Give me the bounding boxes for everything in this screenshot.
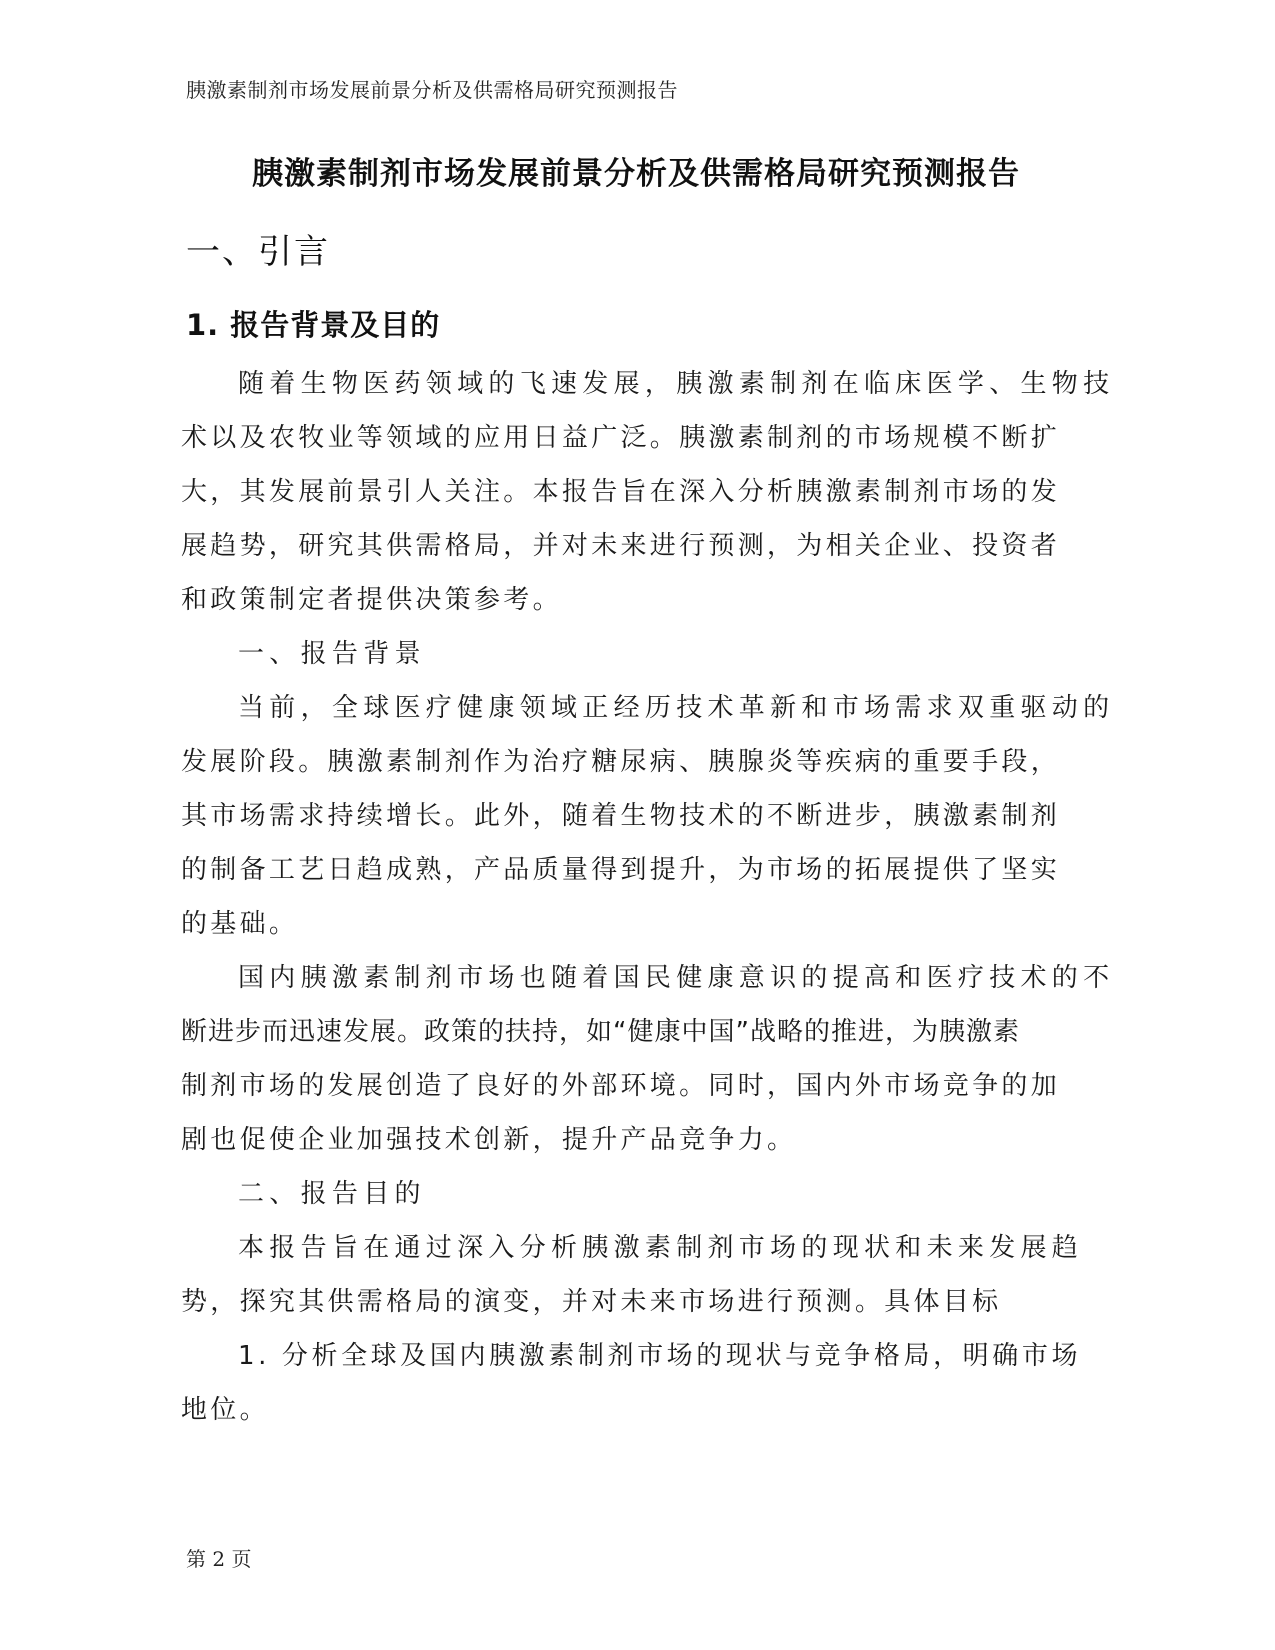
subsection-heading: 1. 报告背景及目的: [186, 308, 441, 342]
paragraph-line: 制剂市场的发展创造了良好的外部环境。同时，国内外市场竞争的加: [181, 1071, 1061, 1101]
paragraph-line: 展趋势，研究其供需格局，并对未来进行预测，为相关企业、投资者: [181, 531, 1061, 561]
paragraph-line: 和政策制定者提供决策参考。: [181, 585, 562, 615]
paragraph-line: 的基础。: [181, 909, 299, 939]
document-title: 胰激素制剂市场发展前景分析及供需格局研究预测报告: [252, 156, 1020, 192]
paragraph-line: 术以及农牧业等领域的应用日益广泛。胰激素制剂的市场规模不断扩: [181, 423, 1061, 453]
paragraph-line: 断进步而迅速发展。政策的扶持，如“健康中国”战略的推进，为胰激素: [181, 1017, 1020, 1047]
section-heading: 一、引言: [186, 232, 330, 272]
paragraph-line: 本报告旨在通过深入分析胰激素制剂市场的现状和未来发展趋: [238, 1233, 1084, 1263]
page-number: 第 2 页: [186, 1547, 252, 1571]
paragraph-line: 随着生物医药领域的飞速发展，胰激素制剂在临床医学、生物技: [238, 369, 1115, 399]
paragraph-subheading: 二、报告目的: [238, 1179, 426, 1209]
paragraph-line: 势，探究其供需格局的演变，并对未来市场进行预测。具体目标: [181, 1287, 1002, 1317]
paragraph-line: 的制备工艺日趋成熟，产品质量得到提升，为市场的拓展提供了坚实: [181, 855, 1061, 885]
list-item: 1. 分析全球及国内胰激素制剂市场的现状与竞争格局，明确市场: [238, 1341, 1082, 1371]
paragraph-line: 大，其发展前景引人关注。本报告旨在深入分析胰激素制剂市场的发: [181, 477, 1061, 507]
paragraph-subheading: 一、报告背景: [238, 639, 426, 669]
paragraph-line: 国内胰激素制剂市场也随着国民健康意识的提高和医疗技术的不: [238, 963, 1115, 993]
paragraph-line: 其市场需求持续增长。此外，随着生物技术的不断进步，胰激素制剂: [181, 801, 1061, 831]
running-header: 胰激素制剂市场发展前景分析及供需格局研究预测报告: [186, 78, 678, 102]
paragraph-line: 当前，全球医疗健康领域正经历技术革新和市场需求双重驱动的: [238, 693, 1115, 723]
list-item-continuation: 地位。: [181, 1395, 269, 1425]
paragraph-line: 剧也促使企业加强技术创新，提升产品竞争力。: [181, 1125, 797, 1155]
paragraph-line: 发展阶段。胰激素制剂作为治疗糖尿病、胰腺炎等疾病的重要手段，: [181, 747, 1061, 777]
